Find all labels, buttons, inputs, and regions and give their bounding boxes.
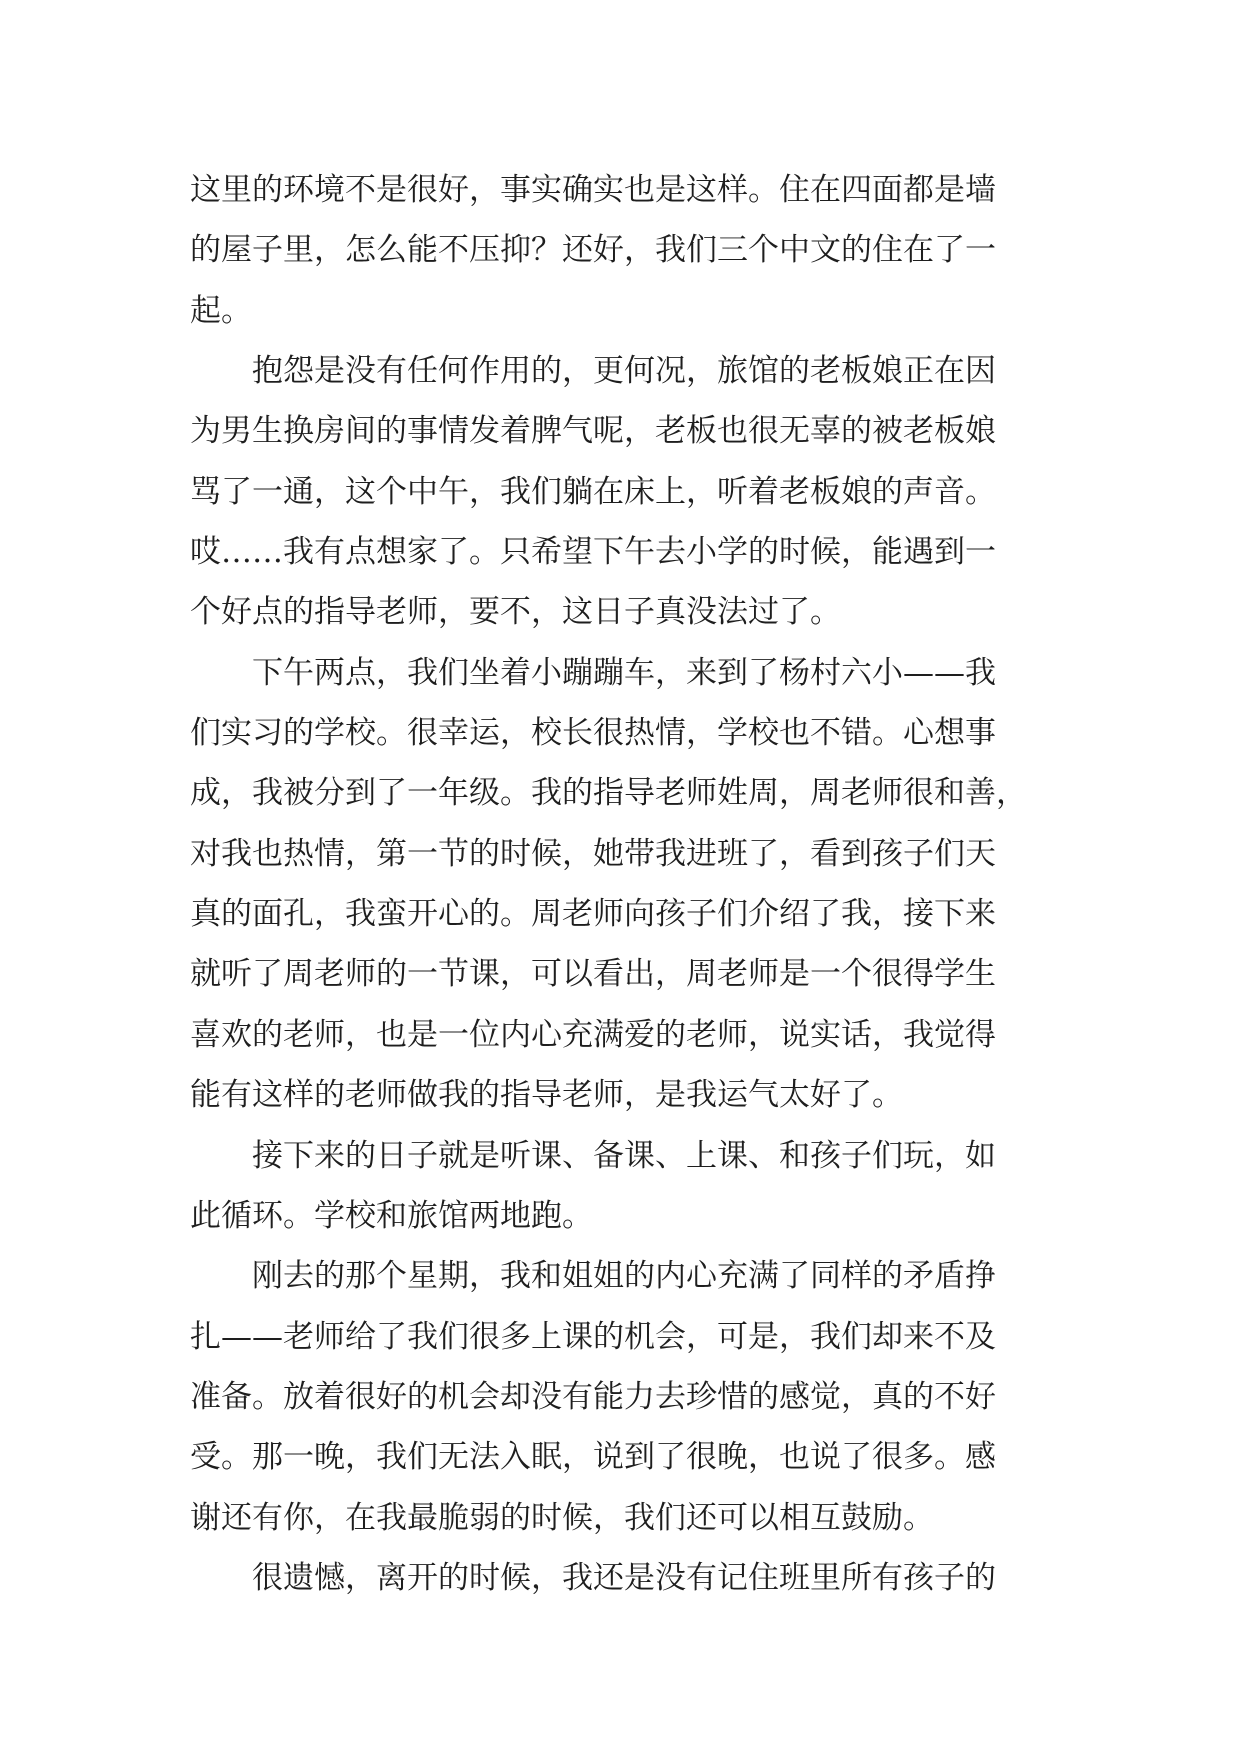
text-line: 骂了一通，这个中午，我们躺在床上，听着老板娘的声音。	[190, 473, 996, 510]
document-body	[190, 160, 1050, 1608]
text-line: 扎——老师给了我们很多上课的机会，可是，我们却来不及	[190, 1318, 996, 1355]
text-line: 的屋子里，怎么能不压抑？还好，我们三个中文的住在了一	[190, 232, 996, 269]
text-line: 受。那一晚，我们无法入眠，说到了很晚，也说了很多。感	[190, 1439, 996, 1476]
text-line: 下午两点，我们坐着小蹦蹦车，来到了杨村六小——我	[190, 654, 996, 691]
text-line: 抱怨是没有任何作用的，更何况，旅馆的老板娘正在因	[190, 353, 996, 390]
text-line: 为男生换房间的事情发着脾气呢，老板也很无辜的被老板娘	[190, 413, 996, 450]
text-line: 们实习的学校。很幸运，校长很热情，学校也不错。心想事	[190, 715, 996, 752]
text-line: 对我也热情，第一节的时候，她带我进班了，看到孩子们天	[190, 835, 996, 872]
text-line: 准备。放着很好的机会却没有能力去珍惜的感觉，真的不好	[190, 1378, 996, 1415]
text-line: 能有这样的老师做我的指导老师，是我运气太好了。	[190, 1077, 903, 1114]
text-line: 哎……我有点想家了。只希望下午去小学的时候，能遇到一	[190, 534, 996, 571]
text-line: 真的面孔，我蛮开心的。周老师向孩子们介绍了我，接下来	[190, 896, 996, 933]
text-line: 喜欢的老师，也是一位内心充满爱的老师，说实话，我觉得	[190, 1016, 996, 1053]
text-line: 成，我被分到了一年级。我的指导老师姓周，周老师很和善，	[190, 775, 1027, 812]
text-line: 谢还有你，在我最脆弱的时候，我们还可以相互鼓励。	[190, 1499, 934, 1536]
text-line: 接下来的日子就是听课、备课、上课、和孩子们玩，如	[190, 1137, 996, 1174]
text-line: 很遗憾，离开的时候，我还是没有记住班里所有孩子的	[190, 1559, 996, 1596]
text-line: 这里的环境不是很好，事实确实也是这样。住在四面都是墙	[190, 172, 996, 208]
text-line: 刚去的那个星期，我和姐姐的内心充满了同样的矛盾挣	[190, 1258, 996, 1295]
text-line: 个好点的指导老师，要不，这日子真没法过了。	[190, 594, 841, 631]
text-line: 就听了周老师的一节课，可以看出，周老师是一个很得学生	[190, 956, 996, 993]
text-line: 此循环。学校和旅馆两地跑。	[190, 1197, 593, 1234]
text-line: 起。	[190, 292, 252, 329]
